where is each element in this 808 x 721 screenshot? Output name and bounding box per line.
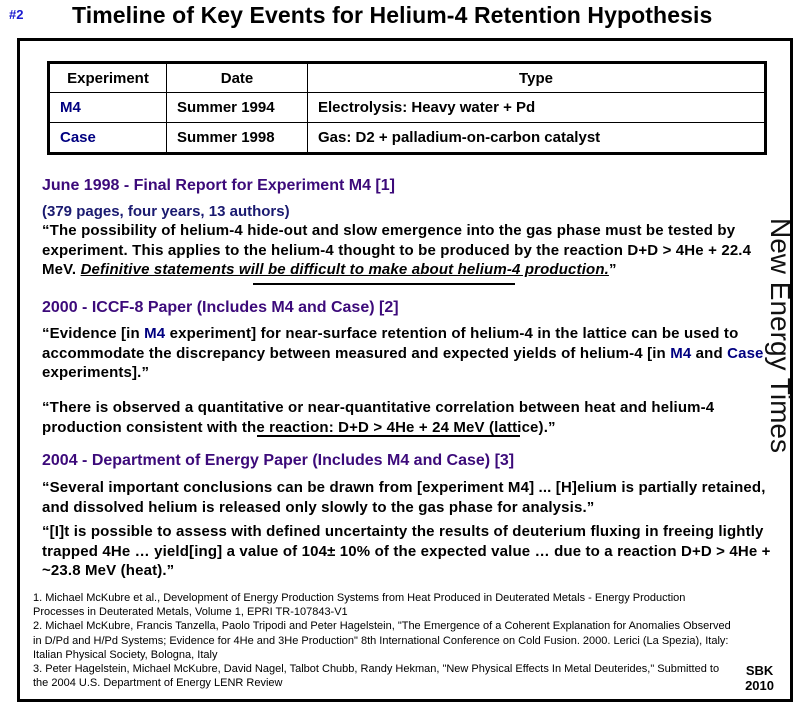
section-heading-1998: June 1998 - Final Report for Experiment M4 [1]: [42, 177, 395, 194]
cell-type: Electrolysis: Heavy water + Pd: [308, 93, 766, 123]
section-divider: [257, 435, 520, 437]
column-header-type: Type: [308, 63, 766, 93]
quote-part: experiments].”: [42, 364, 150, 381]
quote-2004-assessment: “[I]t is possible to assess with defined uncertainty the results of deuterium fluxing in freeing lightly trapped 4He … yield[ing] a value of 104± 10% of the expected value … due to a reaction D+D > 4He + ~23.8 MeV (heat).”: [42, 523, 771, 579]
cell-experiment: Case: [49, 123, 167, 154]
section-divider: [253, 283, 515, 285]
report-details: (379 pages, four years, 13 authors): [42, 203, 290, 220]
quote-text: “The possibility of helium-4 hide-out and slow emergence into the gas phase must be tested by experiment. This applies to the helium-4 thought to be produced by the reaction D+D > 4He + 22.4 MeV.: [42, 222, 752, 278]
experiment-ref-case: Case: [727, 344, 764, 362]
credit-initials: SBK: [745, 663, 774, 678]
cell-experiment: M4: [49, 93, 167, 123]
quote-part: “Evidence [in: [42, 325, 145, 342]
quote-end: ”: [608, 261, 617, 278]
slide-title: Timeline of Key Events for Helium-4 Retention Hypothesis: [72, 2, 713, 28]
table-row: [49, 93, 766, 123]
quote-part: experiment] for near-surface retention of helium-4 in the lattice can be used to accommodate the discrepancy between measured and expected yields of helium-4 [in: [42, 325, 739, 362]
section-heading-2000: 2000 - ICCF-8 Paper (Includes M4 and Case) [2]: [42, 299, 399, 316]
content-frame: [17, 38, 793, 702]
quote-2004-conclusions: “Several important conclusions can be drawn from [experiment M4] ... [H]elium is partially retained, and dissolved helium is released only slowly to the gas phase for analysis.”: [42, 479, 766, 516]
experiment-ref-m4: M4: [670, 344, 692, 362]
author-credit: [745, 663, 774, 693]
cell-type: Gas: D2 + palladium-on-carbon catalyst: [308, 123, 766, 154]
brand-text: New Energy Times: [765, 218, 796, 453]
column-header-date: Date: [167, 63, 308, 93]
reference-item: 3. Peter Hagelstein, Michael McKubre, David Nagel, Talbot Chubb, Randy Hekman, "New Physical Effects In Metal Deuterides," Submitted to the 2004 U.S. Department of Energy LENR Review: [33, 663, 720, 690]
cell-date: Summer 1998: [167, 123, 308, 154]
quote-1998: [42, 221, 777, 280]
table-row: [49, 123, 766, 154]
experiment-ref-m4: M4: [144, 325, 166, 342]
cell-date: Summer 1994: [167, 93, 308, 123]
reference-item: 1. Michael McKubre et al., Development of Energy Production Systems from Heat Produced in Deuterated Metals - Energy Production Processes in Deuterated Metals, Volume 1, EPRI TR-107843-V1: [33, 592, 686, 619]
reference-item: 2. Michael McKubre, Francis Tanzella, Paolo Tripodi and Peter Hagelstein, "The Emergence of a Coherent Explanation for Anomalies Observed in D/Pd and H/Pd Systems; Evidence for 4He and 3He Production" 8th International Conference on Cold Fusion. 2000. Lerici (La Spezia), Italy: Italian Physical Society, Bologna, Italy: [33, 620, 731, 661]
table-header-row: [49, 63, 766, 93]
quote-emphasis: Definitive statements will be difficult to make about helium-4 production.: [80, 261, 609, 278]
section-heading-2004: 2004 - Department of Energy Paper (Includes M4 and Case) [3]: [42, 452, 515, 469]
quote-part: and: [691, 344, 728, 362]
experiments-table: [47, 61, 767, 155]
references: [33, 591, 733, 690]
slide-number: #2: [9, 7, 24, 22]
quote-2000-evidence: [42, 324, 777, 383]
quote-2000-correlation: “There is observed a quantitative or near-quantitative correlation between heat and helium-4 production consistent with the reaction: D+D > 4He + 24 MeV (lattice).”: [42, 399, 715, 436]
column-header-experiment: Experiment: [49, 63, 167, 93]
credit-year: 2010: [745, 678, 774, 693]
